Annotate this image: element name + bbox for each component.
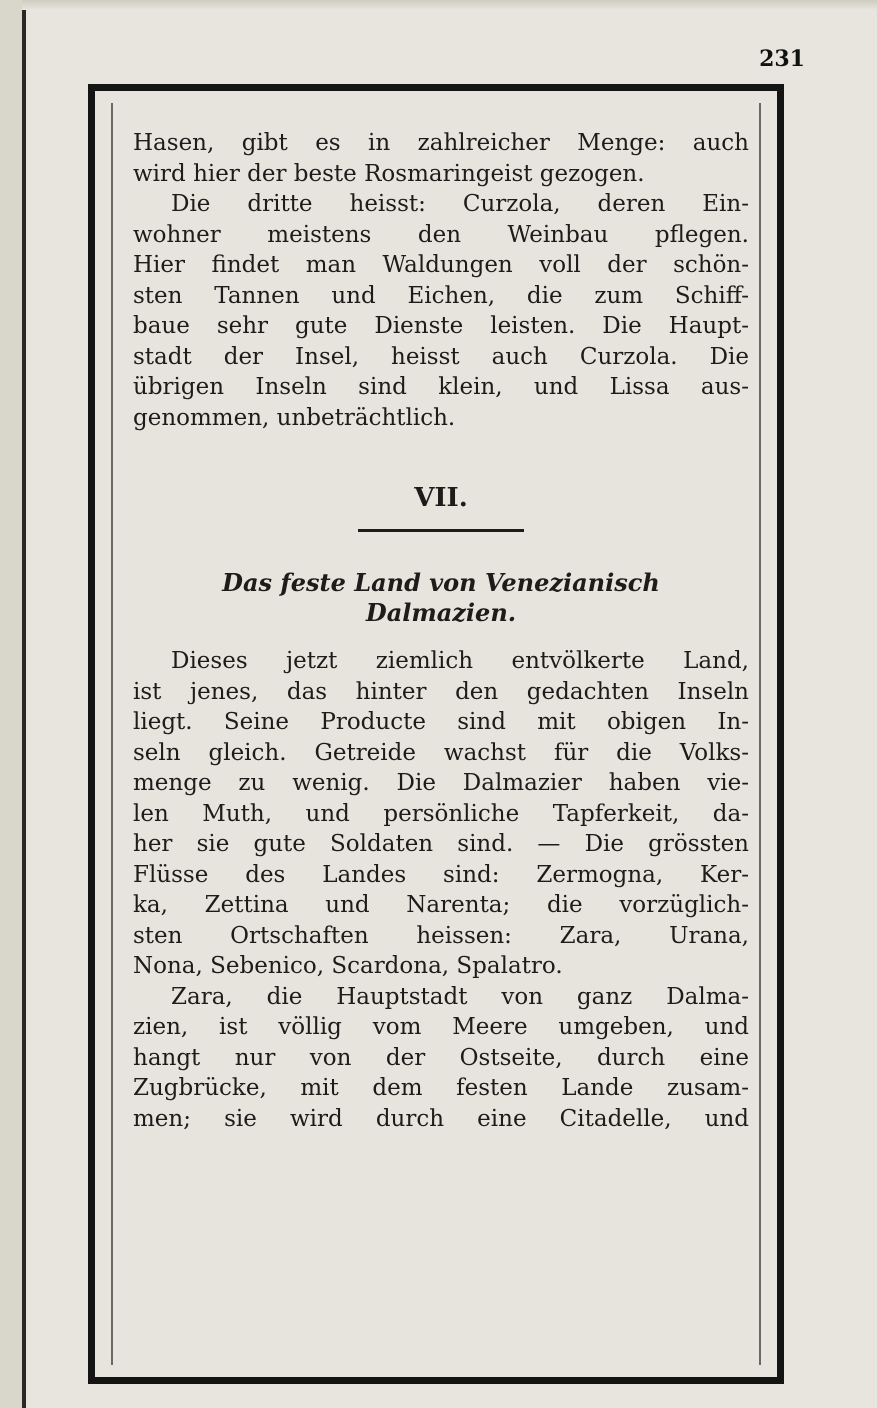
paragraph-2 [133,189,749,433]
text-line: wird hier der beste Rosmaringeist gezogen. [133,160,645,187]
text-line: ist jenes, das hinter den gedachten Inseln [133,678,749,705]
text-line: sten Ortschaften heissen: Zara, Urana, [133,922,749,949]
text-line: len Muth, und persönliche Tapferkeit, da- [133,800,749,827]
section-divider [358,529,524,532]
page-number: 231 [759,46,805,72]
text-line: men; sie wird durch eine Citadelle, und [133,1105,749,1132]
heading-line: Dalmazien. [365,598,517,627]
text-line: sten Tannen und Eichen, die zum Schiff- [133,282,749,309]
text-line: baue sehr gute Dienste leisten. Die Haupt- [133,313,749,339]
paragraph-4 [133,982,749,1135]
text-line: liegt. Seine Producte sind mit obigen In- [133,709,749,735]
text-line: Flüsse des Landes sind: Zermogna, Ker- [133,861,749,888]
text-line: Hier findet man Waldungen voll der schön- [133,252,749,278]
text-line: zien, ist völlig vom Meere umgeben, und [133,1014,749,1040]
text-line: Dieses jetzt ziemlich entvölkerte Land, [171,648,749,674]
text-line: her sie gute Soldaten sind. — Die grössten [133,831,749,857]
page-content [133,128,749,1134]
text-line: seln gleich. Getreide wachst für die Volks- [133,739,749,766]
paragraph-1 [133,128,749,189]
page-shadow [22,0,877,10]
text-line: Zara, die Hauptstadt von ganz Dalma- [171,983,749,1010]
text-line: stadt der Insel, heisst auch Curzola. Die [133,343,749,370]
text-line: hangt nur von der Ostseite, durch eine [133,1044,749,1071]
section-heading [133,568,749,628]
section-number: VII. [414,483,468,513]
text-line: Die dritte heisst: Curzola, deren Ein- [171,191,749,217]
text-line: menge zu wenig. Die Dalmazier haben vie- [133,770,749,796]
text-line: übrigen Inseln sind klein, und Lissa aus- [133,374,749,400]
text-line: Zugbrücke, mit dem festen Lande zusam- [133,1075,749,1101]
book-spine [0,0,26,1408]
text-line: wohner meistens den Weinbau pflegen. [133,221,749,248]
paragraph-3 [133,646,749,982]
text-line: Nona, Sebenico, Scardona, Spalatro. [133,953,563,979]
text-line: Hasen, gibt es in zahlreicher Menge: auch [133,130,749,156]
heading-line: Das feste Land von Venezianisch [222,568,660,597]
text-line: ka, Zettina und Narenta; die vorzüglich- [133,892,749,918]
text-line: genommen, unbeträchtlich. [133,404,456,431]
